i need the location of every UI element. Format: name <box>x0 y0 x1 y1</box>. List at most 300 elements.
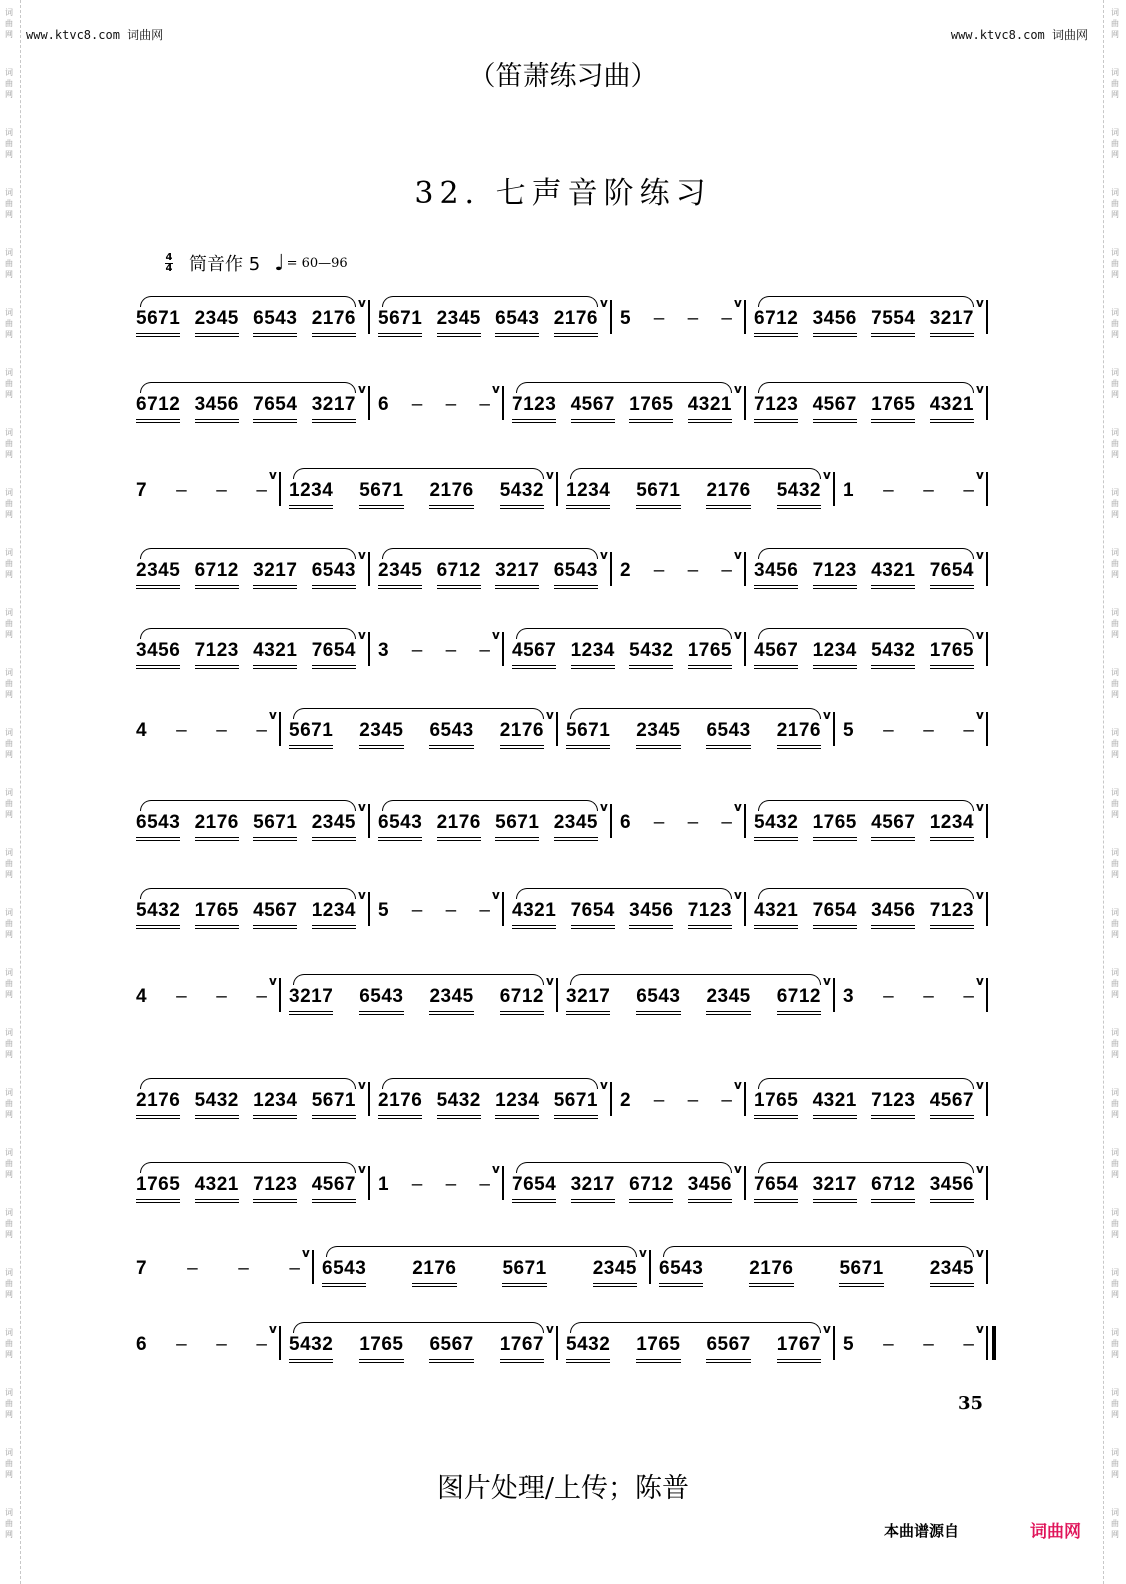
measure <box>754 296 974 336</box>
breath-mark: v <box>823 708 831 722</box>
extension-dash: – <box>687 812 699 833</box>
extension-dash: – <box>923 480 934 501</box>
measure <box>378 628 490 668</box>
barline <box>986 552 988 586</box>
sixteenth-note-group: 7654 <box>571 900 615 928</box>
measure <box>378 296 598 336</box>
sixteenth-note-group: 4321 <box>754 900 798 928</box>
extension-dash: – <box>721 1090 732 1111</box>
extension-dash: – <box>411 1174 423 1195</box>
breath-mark: v <box>546 1322 554 1336</box>
sixteenth-note-group: 2345 <box>930 1258 974 1286</box>
sixteenth-note-group: 4321 <box>688 394 732 422</box>
margin-watermark-glyph: 词 <box>5 548 13 557</box>
margin-watermark-glyph: 词 <box>1111 488 1119 497</box>
slur-arc <box>570 1322 821 1333</box>
margin-watermark-glyph: 网 <box>1111 690 1119 699</box>
sixteenth-note-group: 7654 <box>312 640 356 668</box>
margin-watermark-glyph: 网 <box>5 570 13 579</box>
source-site-link[interactable]: 词曲网 <box>1030 1522 1081 1542</box>
breath-mark: v <box>823 468 831 482</box>
margin-watermark-glyph: 曲 <box>5 199 13 208</box>
margin-watermark-glyph: 词 <box>1111 1148 1119 1157</box>
sixteenth-note-group: 4567 <box>754 640 798 668</box>
measure <box>136 1078 356 1118</box>
margin-watermark-glyph: 网 <box>1111 570 1119 579</box>
margin-watermark-glyph: 词 <box>5 728 13 737</box>
whole-note: 3 <box>378 640 389 661</box>
sixteenth-note-group: 3456 <box>629 900 673 928</box>
barline <box>556 1326 558 1360</box>
sixteenth-note-group: 2176 <box>195 812 239 840</box>
extension-dash: – <box>721 308 732 329</box>
breath-mark: v <box>269 974 277 988</box>
margin-watermark-glyph: 曲 <box>1111 1339 1119 1348</box>
sixteenth-note-group: 7123 <box>754 394 798 422</box>
extension-dash: – <box>411 640 423 661</box>
sixteenth-note-group: 5432 <box>871 640 915 668</box>
extension-dash: – <box>721 812 732 833</box>
margin-watermark-glyph: 词 <box>1111 788 1119 797</box>
margin-watermark-glyph: 词 <box>5 1208 13 1217</box>
breath-mark: v <box>976 1078 984 1092</box>
barline <box>610 1082 612 1116</box>
extension-dash: – <box>923 720 934 741</box>
margin-watermark-glyph: 曲 <box>5 1399 13 1408</box>
breath-mark: v <box>546 974 554 988</box>
breath-mark: v <box>734 800 742 814</box>
margin-watermark-glyph: 词 <box>5 668 13 677</box>
sixteenth-note-group: 7123 <box>930 900 974 928</box>
sixteenth-note-group: 1765 <box>754 1090 798 1118</box>
measure <box>289 468 544 508</box>
sixteenth-note-group: 2345 <box>593 1258 637 1286</box>
margin-watermark-glyph: 曲 <box>5 1339 13 1348</box>
margin-watermark-glyph: 网 <box>5 270 13 279</box>
measure <box>136 888 356 928</box>
margin-watermark-glyph: 曲 <box>1111 1459 1119 1468</box>
measure <box>136 1162 356 1202</box>
measure <box>754 888 974 928</box>
margin-watermark-glyph: 曲 <box>1111 79 1119 88</box>
slur-arc <box>293 708 544 719</box>
sixteenth-note-group: 6543 <box>378 812 422 840</box>
extension-dash: – <box>187 1258 198 1279</box>
sixteenth-note-group: 3456 <box>195 394 239 422</box>
slur-arc <box>382 296 598 307</box>
margin-watermark-glyph: 词 <box>5 1268 13 1277</box>
sixteenth-note-group: 5671 <box>636 480 680 508</box>
breath-mark: v <box>639 1246 647 1260</box>
measure <box>136 548 356 588</box>
extension-dash: – <box>445 640 457 661</box>
tempo-label: = 60—96 <box>286 255 348 271</box>
extension-dash: – <box>963 480 974 501</box>
measure <box>512 1162 732 1202</box>
margin-watermark-glyph: 词 <box>5 848 13 857</box>
whole-note: 3 <box>843 986 854 1007</box>
margin-watermark-glyph: 网 <box>1111 870 1119 879</box>
margin-watermark-glyph: 曲 <box>5 439 13 448</box>
margin-watermark-glyph: 词 <box>1111 968 1119 977</box>
measure <box>136 628 356 668</box>
sixteenth-note-group: 3217 <box>566 986 610 1014</box>
margin-watermark-glyph: 词 <box>5 968 13 977</box>
margin-watermark-glyph: 曲 <box>5 1459 13 1468</box>
extension-dash: – <box>687 560 699 581</box>
breath-mark: v <box>492 628 500 642</box>
whole-note: 2 <box>620 1090 631 1111</box>
extension-dash: – <box>479 900 490 921</box>
sixteenth-note-group: 1765 <box>930 640 974 668</box>
sixteenth-note-group: 6712 <box>871 1174 915 1202</box>
margin-watermark-glyph: 曲 <box>1111 619 1119 628</box>
sixteenth-note-group: 4567 <box>571 394 615 422</box>
margin-watermark-glyph: 词 <box>1111 548 1119 557</box>
barline <box>502 386 504 420</box>
measure <box>566 974 821 1014</box>
barline <box>744 1166 746 1200</box>
sixteenth-note-group: 1767 <box>500 1334 544 1362</box>
sixteenth-note-group: 2345 <box>136 560 180 588</box>
margin-watermark-glyph: 网 <box>1111 930 1119 939</box>
slur-arc <box>758 800 974 811</box>
extension-dash: – <box>411 900 423 921</box>
extension-dash: – <box>216 986 227 1007</box>
sixteenth-note-group: 1765 <box>195 900 239 928</box>
sixteenth-note-group: 3456 <box>136 640 180 668</box>
sixteenth-note-group: 1765 <box>813 812 857 840</box>
breath-mark: v <box>600 1078 608 1092</box>
whole-note: 2 <box>620 560 631 581</box>
whole-note: 4 <box>136 986 147 1007</box>
margin-watermark-glyph: 网 <box>1111 1350 1119 1359</box>
time-signature <box>165 253 173 274</box>
extension-dash: – <box>176 720 187 741</box>
sixteenth-note-group: 6567 <box>706 1334 750 1362</box>
margin-watermark-glyph: 网 <box>5 450 13 459</box>
quarter-note-icon: ♩ <box>274 250 285 276</box>
sixteenth-note-group: 2345 <box>312 812 356 840</box>
breath-mark: v <box>976 800 984 814</box>
measure <box>512 888 732 928</box>
measure <box>378 800 598 840</box>
measure <box>754 1078 974 1118</box>
measure <box>754 800 974 840</box>
measure <box>378 888 490 928</box>
piece-title: 32. 七声音阶练习 <box>414 176 712 211</box>
measure <box>620 548 732 588</box>
margin-watermark-glyph: 词 <box>1111 68 1119 77</box>
sixteenth-note-group: 5671 <box>378 308 422 336</box>
extension-dash: – <box>883 720 894 741</box>
top-right-watermark: www.ktvc8.com 词曲网 <box>950 28 1088 42</box>
sixteenth-note-group: 1234 <box>566 480 610 508</box>
margin-watermark-glyph: 曲 <box>1111 1039 1119 1048</box>
sixteenth-note-group: 1765 <box>136 1174 180 1202</box>
measure <box>136 800 356 840</box>
margin-watermark-glyph: 网 <box>5 1050 13 1059</box>
margin-watermark-glyph: 曲 <box>1111 439 1119 448</box>
sixteenth-note-group: 5671 <box>136 308 180 336</box>
whole-note: 7 <box>136 480 147 501</box>
margin-watermark-glyph: 网 <box>1111 150 1119 159</box>
measure <box>136 1246 300 1286</box>
sixteenth-note-group: 5671 <box>253 812 297 840</box>
sixteenth-note-group: 6712 <box>754 308 798 336</box>
sixteenth-note-group: 1234 <box>495 1090 539 1118</box>
margin-watermark-glyph: 曲 <box>5 739 13 748</box>
margin-watermark-glyph: 曲 <box>5 139 13 148</box>
margin-watermark-glyph: 词 <box>5 248 13 257</box>
margin-watermark-glyph: 词 <box>1111 248 1119 257</box>
sixteenth-note-group: 2176 <box>378 1090 422 1118</box>
sixteenth-note-group: 3217 <box>312 394 356 422</box>
barline <box>368 892 370 926</box>
margin-watermark-glyph: 词 <box>1111 368 1119 377</box>
margin-watermark-glyph: 网 <box>5 1350 13 1359</box>
sixteenth-note-group: 2176 <box>706 480 750 508</box>
top-left-watermark: www.ktvc8.com 词曲网 <box>26 28 164 42</box>
extension-dash: – <box>256 720 267 741</box>
sixteenth-note-group: 4321 <box>253 640 297 668</box>
sixteenth-note-group: 5671 <box>839 1258 883 1286</box>
slur-arc <box>516 628 732 639</box>
barline <box>312 1250 314 1284</box>
slur-arc <box>326 1246 637 1257</box>
score-line <box>0 974 1126 1014</box>
margin-watermark-glyph: 词 <box>5 608 13 617</box>
barline <box>744 892 746 926</box>
measure <box>659 1246 974 1286</box>
margin-watermark-glyph: 词 <box>1111 668 1119 677</box>
breath-mark: v <box>823 1322 831 1336</box>
margin-watermark-glyph: 词 <box>1111 128 1119 137</box>
breath-mark: v <box>358 628 366 642</box>
measure <box>566 708 821 748</box>
slur-arc <box>570 974 821 985</box>
barline <box>610 804 612 838</box>
barline <box>368 1082 370 1116</box>
breath-mark: v <box>976 1322 984 1336</box>
margin-watermark-glyph: 网 <box>5 1470 13 1479</box>
margin-watermark-glyph: 网 <box>5 30 13 39</box>
sixteenth-note-group: 2345 <box>378 560 422 588</box>
slur-arc <box>516 1162 732 1173</box>
score-line <box>0 1322 1126 1362</box>
margin-watermark-glyph: 网 <box>5 630 13 639</box>
upload-credit: 图片处理/上传；陈普 <box>436 1473 690 1504</box>
sixteenth-note-group: 5671 <box>495 812 539 840</box>
sixteenth-note-group: 7123 <box>195 640 239 668</box>
margin-watermark-glyph: 词 <box>1111 8 1119 17</box>
extension-dash: – <box>479 394 490 415</box>
sixteenth-note-group: 7654 <box>930 560 974 588</box>
whole-note: 6 <box>620 812 631 833</box>
sixteenth-note-group: 5432 <box>195 1090 239 1118</box>
margin-watermark-glyph: 曲 <box>1111 259 1119 268</box>
sixteenth-note-group: 2345 <box>195 308 239 336</box>
sixteenth-note-group: 2345 <box>636 720 680 748</box>
margin-watermark-glyph: 词 <box>1111 1388 1119 1397</box>
barline <box>610 300 612 334</box>
sixteenth-note-group: 6543 <box>429 720 473 748</box>
barline <box>986 804 988 838</box>
sixteenth-note-group: 6543 <box>659 1258 703 1286</box>
barline <box>744 386 746 420</box>
book-title: （笛萧练习曲） <box>468 61 658 92</box>
margin-watermark-glyph: 词 <box>5 68 13 77</box>
sixteenth-note-group: 3456 <box>871 900 915 928</box>
margin-watermark-glyph: 网 <box>5 1530 13 1539</box>
barline <box>368 804 370 838</box>
slur-arc <box>758 1162 974 1173</box>
margin-watermark-glyph: 曲 <box>1111 319 1119 328</box>
slur-arc <box>293 974 544 985</box>
sixteenth-note-group: 3456 <box>754 560 798 588</box>
slur-arc <box>382 548 598 559</box>
slur-arc <box>140 1078 356 1089</box>
margin-watermark-glyph: 曲 <box>5 499 13 508</box>
score-line <box>0 800 1126 840</box>
sixteenth-note-group: 4321 <box>930 394 974 422</box>
extension-dash: – <box>963 986 974 1007</box>
margin-watermark-glyph: 网 <box>1111 210 1119 219</box>
slur-arc <box>382 800 598 811</box>
margin-watermark-glyph: 曲 <box>1111 1399 1119 1408</box>
whole-note: 6 <box>136 1334 147 1355</box>
measure <box>136 1322 267 1362</box>
breath-mark: v <box>734 296 742 310</box>
extension-dash: – <box>721 560 732 581</box>
breath-mark: v <box>269 1322 277 1336</box>
barline <box>833 712 835 746</box>
sixteenth-note-group: 6543 <box>359 986 403 1014</box>
slur-arc <box>758 888 974 899</box>
margin-watermark-glyph: 曲 <box>5 799 13 808</box>
margin-watermark-glyph: 网 <box>5 750 13 759</box>
breath-mark: v <box>976 548 984 562</box>
slur-arc <box>758 296 974 307</box>
sixteenth-note-group: 2345 <box>437 308 481 336</box>
barline <box>368 1166 370 1200</box>
margin-watermark-glyph: 曲 <box>1111 1159 1119 1168</box>
margin-watermark-glyph: 曲 <box>5 859 13 868</box>
sixteenth-note-group: 2345 <box>359 720 403 748</box>
sixteenth-note-group: 3217 <box>289 986 333 1014</box>
key-label: 筒音作 5 <box>189 254 261 275</box>
sixteenth-note-group: 4567 <box>930 1090 974 1118</box>
breath-mark: v <box>358 888 366 902</box>
sixteenth-note-group: 4567 <box>813 394 857 422</box>
margin-watermark-glyph: 曲 <box>1111 739 1119 748</box>
measure <box>620 800 732 840</box>
slur-arc <box>516 888 732 899</box>
barline <box>502 892 504 926</box>
slur-arc <box>293 1322 544 1333</box>
margin-watermark-glyph: 词 <box>5 1328 13 1337</box>
sixteenth-note-group: 4567 <box>512 640 556 668</box>
barline <box>368 386 370 420</box>
slur-arc <box>758 382 974 393</box>
margin-watermark-glyph: 曲 <box>5 619 13 628</box>
sixteenth-note-group: 2176 <box>777 720 821 748</box>
measure <box>843 468 974 508</box>
sixteenth-note-group: 2176 <box>412 1258 456 1286</box>
barline <box>833 978 835 1012</box>
sixteenth-note-group: 6543 <box>636 986 680 1014</box>
margin-watermark-glyph: 词 <box>5 1448 13 1457</box>
whole-note: 5 <box>378 900 389 921</box>
score-line <box>0 1078 1126 1118</box>
margin-watermark-glyph: 词 <box>5 1388 13 1397</box>
sixteenth-note-group: 2176 <box>437 812 481 840</box>
slur-arc <box>140 382 356 393</box>
sixteenth-note-group: 5671 <box>359 480 403 508</box>
sixteenth-note-group: 2345 <box>429 986 473 1014</box>
margin-watermark-glyph: 曲 <box>1111 559 1119 568</box>
extension-dash: – <box>176 1334 187 1355</box>
score-line <box>0 888 1126 928</box>
whole-note: 5 <box>620 308 631 329</box>
margin-watermark-glyph: 网 <box>1111 330 1119 339</box>
sixteenth-note-group: 3217 <box>571 1174 615 1202</box>
extension-dash: – <box>216 480 227 501</box>
score-line <box>0 628 1126 668</box>
margin-watermark-glyph: 曲 <box>5 1519 13 1528</box>
measure <box>378 1078 598 1118</box>
extension-dash: – <box>479 1174 490 1195</box>
breath-mark: v <box>546 708 554 722</box>
margin-watermark-glyph: 网 <box>5 330 13 339</box>
margin-watermark-glyph: 词 <box>5 428 13 437</box>
margin-watermark-glyph: 网 <box>1111 630 1119 639</box>
sixteenth-note-group: 7123 <box>253 1174 297 1202</box>
extension-dash: – <box>883 480 894 501</box>
measure <box>512 628 732 668</box>
sixteenth-note-group: 2176 <box>500 720 544 748</box>
sixteenth-note-group: 7123 <box>813 560 857 588</box>
margin-watermark-glyph: 网 <box>5 150 13 159</box>
breath-mark: v <box>358 1078 366 1092</box>
barline <box>368 632 370 666</box>
sixteenth-note-group: 6543 <box>312 560 356 588</box>
margin-watermark-glyph: 词 <box>1111 1448 1119 1457</box>
margin-watermark-glyph: 词 <box>5 788 13 797</box>
sixteenth-note-group: 2345 <box>554 812 598 840</box>
margin-watermark-glyph: 网 <box>5 1110 13 1119</box>
extension-dash: – <box>923 1334 934 1355</box>
margin-watermark-glyph: 曲 <box>1111 979 1119 988</box>
margin-watermark-glyph: 词 <box>5 308 13 317</box>
margin-watermark-glyph: 曲 <box>5 19 13 28</box>
margin-watermark-glyph: 词 <box>1111 608 1119 617</box>
margin-watermark-glyph: 词 <box>5 1028 13 1037</box>
measure <box>136 708 267 748</box>
slur-arc <box>293 468 544 479</box>
extension-dash: – <box>256 1334 267 1355</box>
breath-mark: v <box>976 628 984 642</box>
sixteenth-note-group: 1234 <box>930 812 974 840</box>
margin-watermark-glyph: 网 <box>5 90 13 99</box>
slur-arc <box>570 468 821 479</box>
breath-mark: v <box>600 296 608 310</box>
slur-arc <box>758 1078 974 1089</box>
slur-arc <box>516 382 732 393</box>
sixteenth-note-group: 6712 <box>136 394 180 422</box>
measure <box>289 1322 544 1362</box>
margin-watermark-glyph: 曲 <box>5 1219 13 1228</box>
